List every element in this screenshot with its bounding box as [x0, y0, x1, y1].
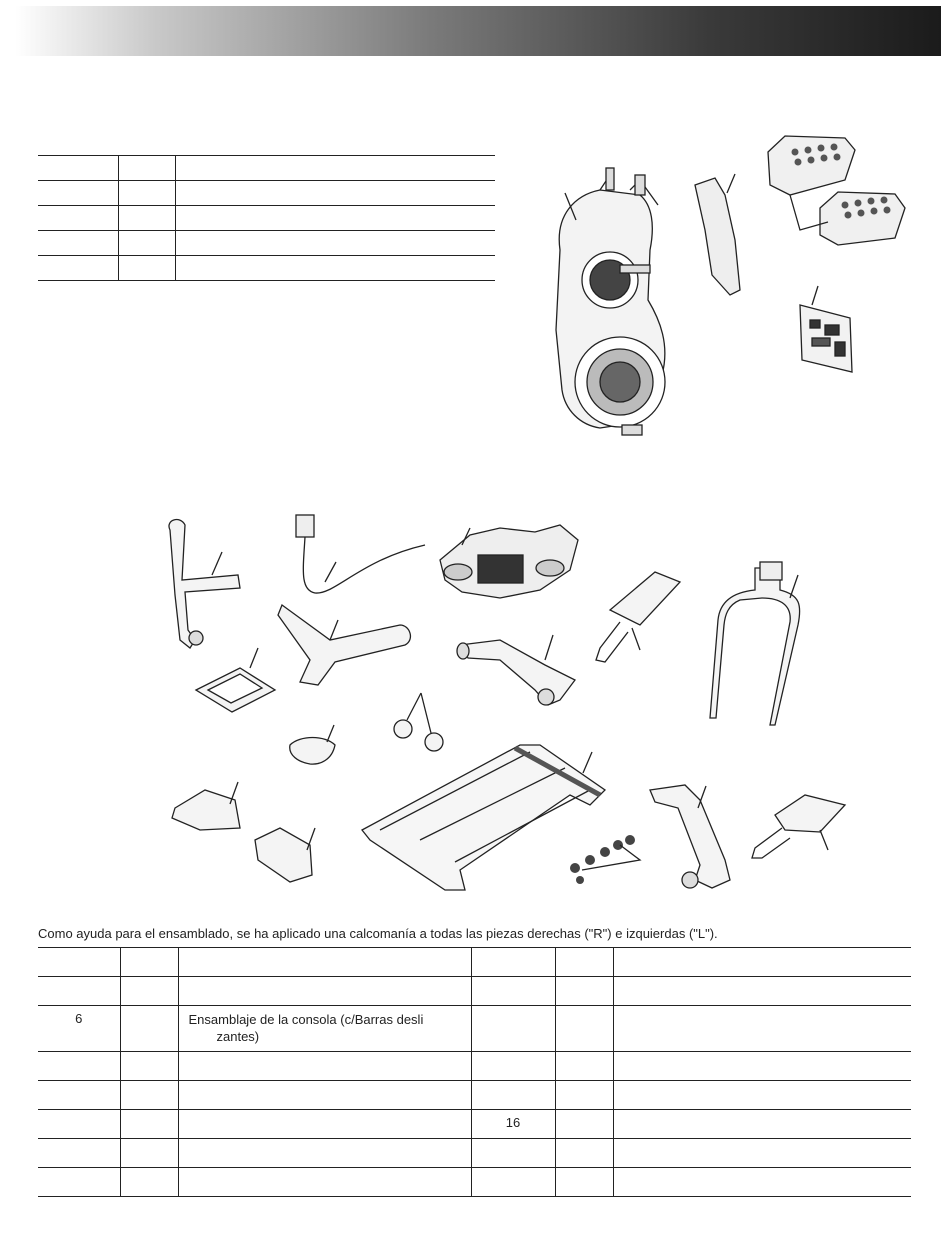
description-text-continued: zantes): [216, 1029, 260, 1044]
upright-illustration: [710, 562, 800, 725]
cover-illustration: [255, 828, 315, 882]
console-illustration: [440, 525, 578, 598]
rail-illustration: [172, 782, 240, 830]
shroud-illustration: [695, 174, 740, 295]
crossbar-illustration: [278, 605, 410, 685]
description-cell: [613, 977, 911, 1006]
main-frame-illustration: [556, 168, 665, 435]
table-row: [38, 948, 911, 977]
description-cell: [613, 1081, 911, 1110]
key-cell: 6: [38, 1006, 120, 1052]
key-cell: [471, 1081, 555, 1110]
water-bottle-holder-illustration: [290, 725, 335, 764]
key-cell: [38, 1081, 120, 1110]
left-handlebar-illustration: [169, 520, 240, 648]
description-cell: [178, 1052, 471, 1081]
caps-illustration: [394, 693, 443, 751]
key-cell: [38, 977, 120, 1006]
pedals-illustration: [768, 136, 905, 245]
right-stabilizer-illustration: [752, 795, 845, 858]
description-cell: [613, 1006, 911, 1052]
key-cell: [471, 977, 555, 1006]
table-row: [38, 1110, 911, 1139]
description-cell: [613, 1110, 911, 1139]
table-row: [38, 1139, 911, 1168]
power-adapter-illustration: [296, 515, 425, 593]
bottom-parts-table: [38, 947, 911, 1197]
table-row: [38, 1081, 911, 1110]
description-cell: [613, 1168, 911, 1197]
description-text: Ensamblaje de la consola (c/Barras desli: [188, 1012, 424, 1027]
key-cell: [38, 1052, 120, 1081]
key-cell: [38, 1139, 120, 1168]
description-cell: [613, 948, 911, 977]
key-cell: 16: [471, 1110, 555, 1139]
hardware-illustration: [570, 835, 640, 884]
assembly-note: Como ayuda para el ensamblado, se ha aplicado una calcomanía a todas las piezas derechas ("R") e izquierdas ("L").: [38, 926, 718, 941]
table-row: [38, 1168, 911, 1197]
description-cell: [178, 1006, 471, 1052]
key-cell: [471, 1139, 555, 1168]
manual-illustration: [196, 648, 275, 712]
key-cell: [471, 1168, 555, 1197]
pedal-arm-illustration: [650, 785, 730, 888]
circuit-board-illustration: [800, 286, 852, 372]
table-row: [38, 977, 911, 1006]
key-cell: [471, 1006, 555, 1052]
key-cell: [38, 1110, 120, 1139]
description-cell: [178, 1168, 471, 1197]
description-cell: [613, 1052, 911, 1081]
stabilizer-illustration: [596, 572, 680, 662]
key-cell: [471, 948, 555, 977]
table-row: [38, 1006, 911, 1052]
key-cell: [38, 1168, 120, 1197]
description-cell: [178, 1081, 471, 1110]
base-frame-illustration: [362, 745, 605, 890]
lower-arm-illustration: [457, 635, 575, 705]
description-cell: [178, 948, 471, 977]
description-cell: [178, 1139, 471, 1168]
description-cell: [178, 1110, 471, 1139]
description-cell: [178, 977, 471, 1006]
description-cell: [613, 1139, 911, 1168]
table-row: [38, 1052, 911, 1081]
key-cell: [471, 1052, 555, 1081]
key-cell: [38, 948, 120, 977]
